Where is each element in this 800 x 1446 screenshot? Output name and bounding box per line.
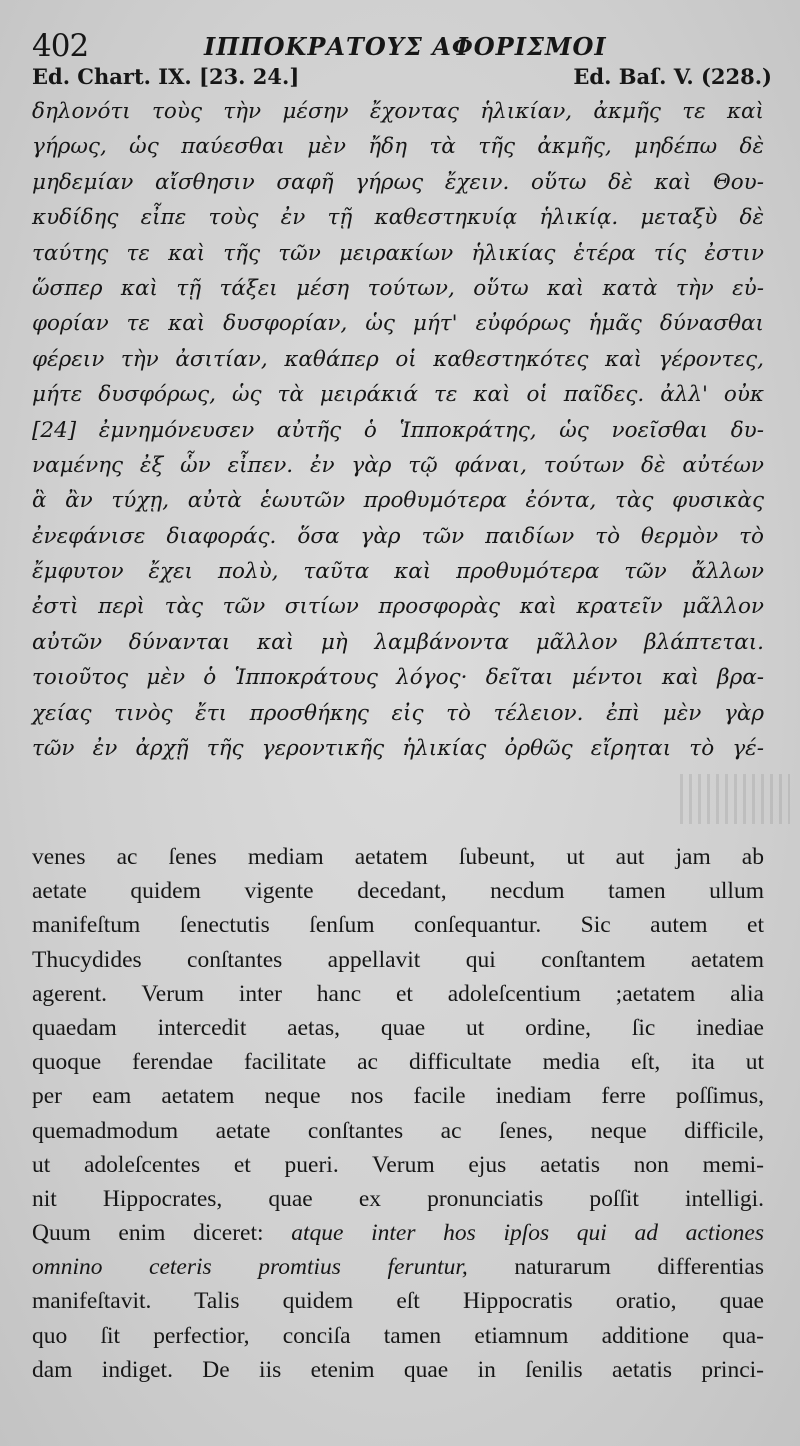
hippocrates-quote-end: omnino ceteris promtius feruntur, bbox=[32, 1254, 468, 1281]
page-header bbox=[32, 28, 772, 66]
latin-line: quo ſit perfectior, conciſa tamen etiamnum additione qua- bbox=[32, 1322, 764, 1349]
latin-line-tail: naturarum differentias bbox=[514, 1254, 764, 1281]
latin-line: manifeſtum ſenectutis ſenſum conſequantur. Sic autem et bbox=[32, 912, 764, 939]
greek-line: ἐνεφάνισε διαφοράς. ὅσα γὰρ τῶν παιδίων τὸ θερμὸν τὸ bbox=[32, 523, 764, 549]
greek-text bbox=[32, 94, 764, 766]
latin-line: aetate quidem vigente decedant, necdum tamen ullum bbox=[32, 878, 764, 905]
latin-line-lead: Quum enim diceret: bbox=[32, 1220, 264, 1247]
latin-line: quoque ferendae facilitate ac difficultate media eſt, ita ut bbox=[32, 1049, 764, 1076]
edition-basel: Ed. Baſ. V. (228.) bbox=[573, 64, 772, 89]
greek-line: μηδεμίαν αἴσθησιν σαφῆ γήρως ἔχειν. οὕτω δὲ καὶ Θου- bbox=[32, 169, 764, 195]
latin-line: Thucydides conſtantes appellavit qui conſtantem aetatem bbox=[32, 946, 764, 973]
greek-line: ναμένης ἐξ ὧν εἶπεν. ἐν γὰρ τῷ φάναι, τούτων δὲ αὐτέων bbox=[32, 452, 764, 478]
greek-line: ἔμφυτον ἔχει πολὺ, ταῦτα καὶ προθυμότερα τῶν ἄλλων bbox=[32, 559, 764, 585]
latin-line: quemadmodum aetate conſtantes ac ſenes, neque difficile, bbox=[32, 1117, 764, 1144]
greek-line: τοιοῦτος μὲν ὁ Ἱπποκράτους λόγος· δεῖται μέντοι καὶ βρα- bbox=[32, 665, 764, 691]
show-through-from-reverse bbox=[680, 774, 790, 824]
edition-chartier: Ed. Chart. IX. [23. 24.] bbox=[32, 64, 300, 89]
latin-line: nit Hippocrates, quae ex pronunciatis poſſit intelligi. bbox=[32, 1185, 764, 1212]
latin-line-with-quote bbox=[32, 1250, 764, 1284]
latin-line: venes ac ſenes mediam aetatem ſubeunt, ut aut jam ab bbox=[32, 844, 764, 870]
greek-line: κυδίδης εἶπε τοὺς ἐν τῇ καθεστηκυίᾳ ἡλικίᾳ. μεταξὺ δὲ bbox=[32, 205, 764, 231]
greek-line: μήτε δυσφόρως, ὡς τὰ μειράκιά τε καὶ οἱ παῖδες. ἀλλ' οὐκ bbox=[32, 382, 764, 408]
greek-line: [24] ἐμνημόνευσεν αὐτῆς ὁ Ἱπποκράτης, ὡς νοεῖσθαι δυ- bbox=[32, 417, 764, 443]
latin-line: per eam aetatem neque nos facile inediam ferre poſſimus, bbox=[32, 1083, 764, 1110]
greek-line: ἐστὶ περὶ τὰς τῶν σιτίων προσφορὰς καὶ κρατεῖν μᾶλλον bbox=[32, 594, 764, 620]
latin-line: manifeſtavit. Talis quidem eſt Hippocratis oratio, quae bbox=[32, 1288, 764, 1315]
latin-line: ut adoleſcentes et pueri. Verum ejus aetatis non memi- bbox=[32, 1151, 764, 1178]
latin-line: quaedam intercedit aetas, quae ut ordine, ſic inediae bbox=[32, 1014, 764, 1041]
edition-reference-line bbox=[32, 64, 772, 94]
greek-line: φέρειν τὴν ἀσιτίαν, καθάπερ οἱ καθεστηκότες καὶ γέροντες, bbox=[32, 346, 764, 372]
greek-line: γήρως, ὡς παύεσθαι μὲν ἤδη τὰ τῆς ἀκμῆς, μηδέπω δὲ bbox=[32, 134, 764, 160]
latin-line: agerent. Verum inter hanc et adoleſcentium ;aetatem alia bbox=[32, 980, 764, 1007]
latin-line-with-quote bbox=[32, 1216, 764, 1250]
running-title: ΙΠΠΟΚΡΑΤΟΥΣ ΑΦΟΡΙΣΜΟΙ bbox=[204, 32, 607, 61]
hippocrates-quote-start: atque inter hos ipſos qui ad actiones bbox=[291, 1220, 764, 1247]
greek-line: ταύτης τε καὶ τῆς τῶν μειρακίων ἡλικίας ἑτέρα τίς ἐστιν bbox=[32, 240, 764, 266]
latin-text bbox=[32, 840, 764, 1387]
greek-line: δηλονότι τοὺς τὴν μέσην ἔχοντας ἡλικίαν, ἀκμῆς τε καὶ bbox=[32, 99, 764, 124]
greek-line: ὥσπερ καὶ τῇ τάξει μέση τούτων, οὕτω καὶ κατὰ τὴν εὐ- bbox=[32, 275, 764, 301]
latin-line: dam indiget. De iis etenim quae in ſenilis aetatis princi- bbox=[32, 1356, 764, 1383]
greek-line: χείας τινὸς ἔτι προσθήκης εἰς τὸ τέλειον. ἐπὶ μὲν γὰρ bbox=[32, 700, 764, 726]
greek-line: αὐτῶν δύνανται καὶ μὴ λαμβάνοντα μᾶλλον βλάπτεται. bbox=[32, 629, 764, 655]
greek-line: τῶν ἐν ἀρχῇ τῆς γεροντικῆς ἡλικίας ὀρθῶς εἴρηται τὸ γέ- bbox=[32, 736, 764, 762]
greek-line: φορίαν τε καὶ δυσφορίαν, ὡς μήτ' εὐφόρως ἡμᾶς δύνασθαι bbox=[32, 311, 764, 337]
greek-line: ἃ ἂν τύχῃ, αὐτὰ ἑωυτῶν προθυμότερα ἐόντα, τὰς φυσικὰς bbox=[32, 488, 764, 514]
page-number: 402 bbox=[32, 28, 89, 64]
